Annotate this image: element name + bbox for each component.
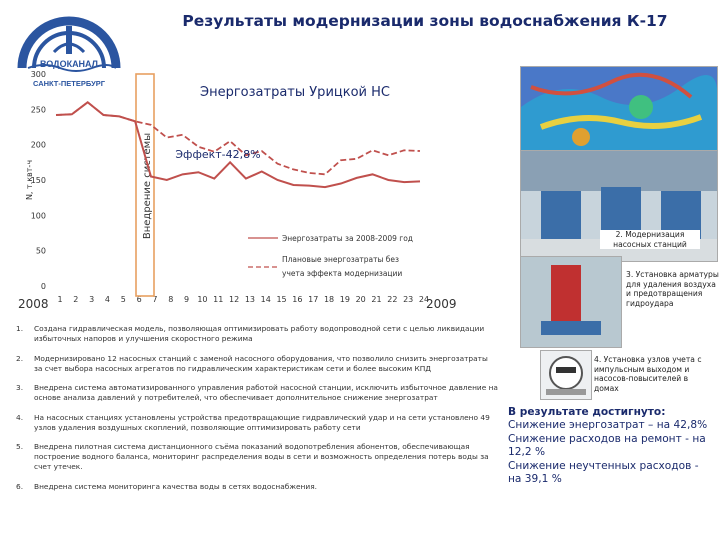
- x-tick-label: 14: [260, 295, 271, 304]
- x-tick-label: 6: [136, 295, 142, 304]
- caption-pump-modernization: 2. Модернизация насосных станций: [600, 230, 700, 249]
- x-tick-label: 3: [89, 295, 95, 304]
- x-tick-label: 12: [228, 295, 240, 304]
- list-item: 3. Внедрена система автоматизированного управления работой насосной станции, исключить избыточное давление на основе анализа давлений у потребителей, что обеспечивает дополнительное снижение энергозатрат: [16, 383, 498, 402]
- list-item: 6. Внедрена система мониторинга качества воды в сетях водоснабжения.: [16, 481, 317, 491]
- series-planned-line: [56, 102, 420, 174]
- result-line: Снижение неучтенных расходов - на 39,1 %: [508, 459, 699, 486]
- x-tick-label: 1: [57, 295, 63, 304]
- chart-title: Энергозатраты Урицкой НС: [200, 85, 390, 100]
- y-tick-label: 0: [40, 282, 46, 291]
- y-tick-label: 250: [30, 105, 46, 115]
- page-title: Результаты модернизации зоны водоснабжения К-17: [182, 12, 668, 30]
- list-item: 1. Создана гидравлическая модель, позволяющая оптимизировать работу водопроводной сети с целью ликвидации избыточных напоров и улучшения скоростного режима: [16, 324, 485, 343]
- x-tick-label: 22: [387, 295, 398, 304]
- y-axis-label: N, т.квт-ч: [25, 159, 34, 201]
- result-line: Снижение расходов на ремонт - на 12,2 %: [508, 432, 706, 459]
- y-tick-label: 100: [30, 211, 46, 221]
- energy-chart: [0, 58, 508, 320]
- air-valve-image: [520, 256, 622, 348]
- x-tick-label: 4: [104, 295, 111, 304]
- x-tick-label: 19: [339, 295, 350, 304]
- meter-image: [540, 350, 592, 400]
- y-tick-label: 50: [35, 246, 46, 256]
- logo-text-bottom: САНКТ-ПЕТЕРБУРГ: [32, 79, 106, 88]
- x-tick-label: 20: [355, 295, 366, 304]
- x-tick-label: 21: [371, 295, 382, 304]
- x-tick-label: 16: [292, 295, 303, 304]
- results-list: [16, 324, 498, 501]
- legend-planned-line2: учета эффекта модернизации: [282, 269, 403, 278]
- effect-label: Эффект-42,8%: [175, 148, 261, 161]
- results-heading: В результате достигнуто:: [508, 406, 666, 418]
- x-tick-label: 18: [323, 295, 335, 304]
- list-item: 2. Модернизировано 12 насосных станций с заменой насосного оборудования, что позволило снизить энергозатраты за счет выбора насосных агрегатов по гидравлическим характеристикам сети и более высоким КПД: [16, 353, 488, 373]
- logo-text-top: ВОДОКАНАЛ: [40, 59, 98, 69]
- x-tick-label: 15: [276, 295, 287, 304]
- y-tick-label: 200: [30, 140, 46, 150]
- x-tick-label: 23: [403, 295, 414, 304]
- legend-planned-line1: Плановые энергозатраты без: [282, 255, 399, 264]
- hydraulic-model-image: [520, 66, 718, 154]
- y-tick-label: 300: [30, 70, 46, 79]
- results-summary: [508, 406, 714, 486]
- x-tick-label: 8: [168, 295, 174, 304]
- year-start: 2008: [18, 297, 49, 311]
- x-tick-label: 9: [184, 295, 190, 304]
- x-tick-label: 17: [308, 295, 319, 304]
- x-tick-label: 13: [244, 295, 256, 304]
- implementation-label: Внедрение системы: [142, 132, 153, 240]
- caption-air-valves: 3. Установка арматуры для удаления воздуха и предотвращения гидроудара: [626, 270, 719, 308]
- x-tick-label: 5: [120, 295, 126, 304]
- x-tick-label: 7: [152, 295, 158, 304]
- caption-meters: 4. Установка узлов учета с импульсным выходом и насосов-повысителей в домах: [594, 355, 702, 393]
- legend: [248, 234, 413, 278]
- x-tick-label: 11: [213, 295, 224, 304]
- x-tick-label: 24: [418, 295, 430, 304]
- x-tick-label: 10: [197, 295, 208, 304]
- x-tick-label: 2: [73, 295, 79, 304]
- result-line: Снижение энергозатрат – на 42,8%: [508, 419, 708, 432]
- y-tick-label: 150: [30, 176, 46, 185]
- legend-actual: Энергозатраты за 2008-2009 год: [282, 234, 413, 243]
- list-item: 5. Внедрена пилотная система дистанционного съёма показаний водопотребления абонентов, обеспечивающая построение водного баланса, мониторинг распределения воды в сети и возможность определения потерь воды за счет утечек.: [16, 442, 489, 471]
- year-end: 2009: [426, 297, 457, 311]
- list-item: 4. На насосных станциях установлены устройства предотвращающие гидравлический удар и на сети установлено 49 узлов удаления воздушных скоплений, позволяющие оптимизировать работу сети: [16, 412, 490, 432]
